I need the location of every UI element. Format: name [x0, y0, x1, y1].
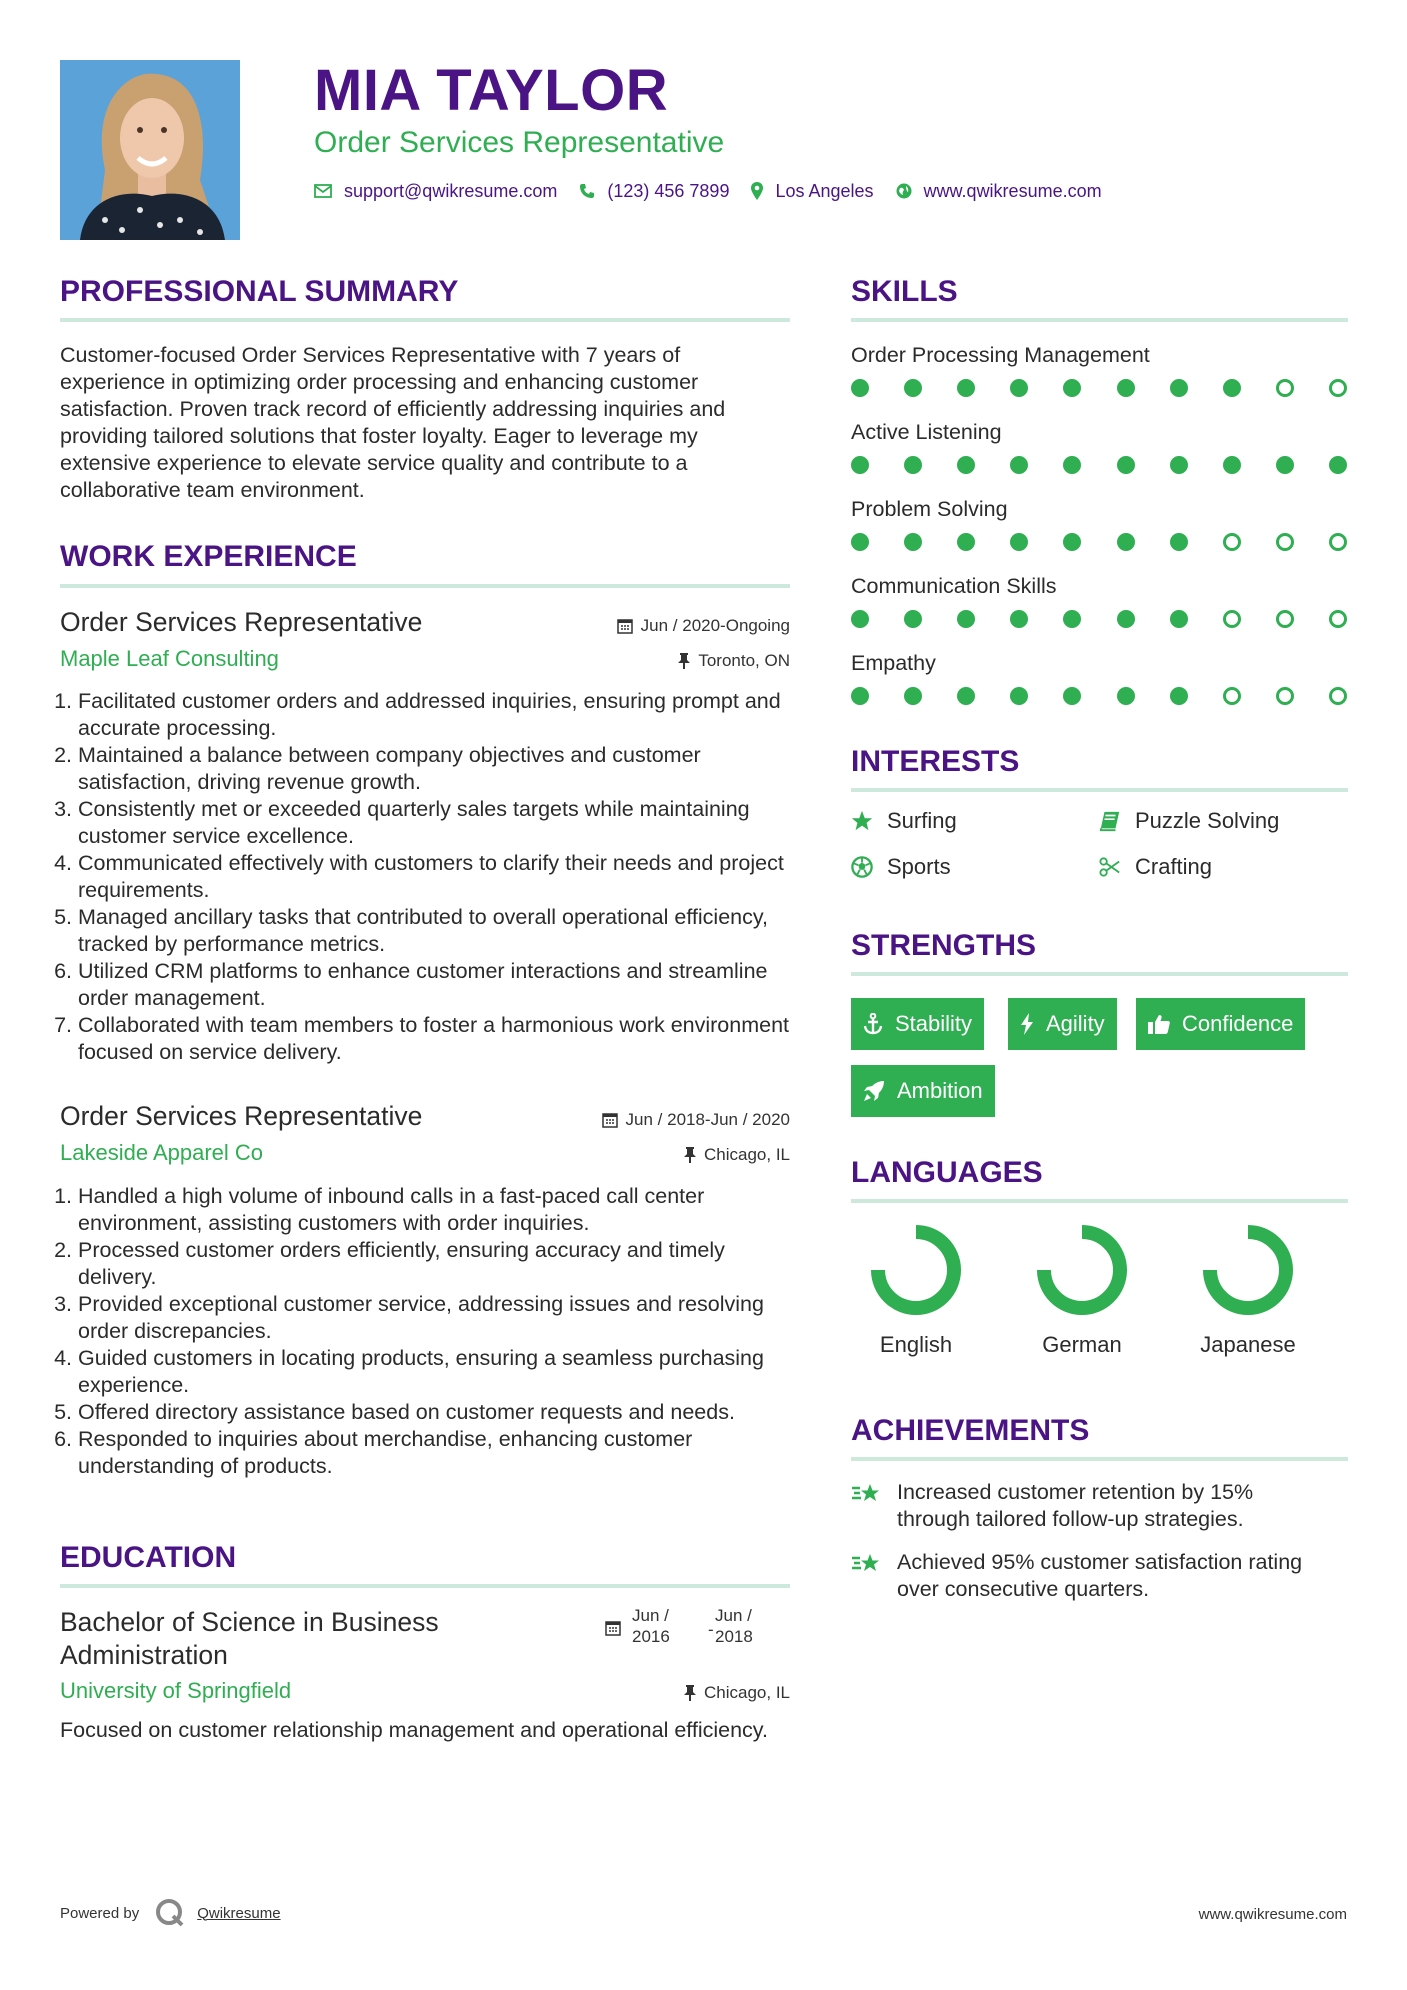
- strengths-heading: STRENGTHS: [851, 929, 1037, 962]
- contact-email[interactable]: [314, 181, 557, 202]
- rating-dot-empty: [1223, 610, 1241, 628]
- school-location: [684, 1683, 790, 1703]
- scissors-icon: [1099, 856, 1121, 878]
- job-date-text: Jun / 2020-Ongoing: [640, 616, 790, 635]
- school-location-text: Chicago, IL: [704, 1683, 790, 1702]
- bolt-icon: [1020, 1013, 1034, 1035]
- language-name: English: [879, 1332, 953, 1357]
- rating-dot-filled: [1170, 533, 1188, 551]
- rating-dot-filled: [957, 456, 975, 474]
- phone-icon: [579, 183, 595, 199]
- start-date-year: 2016: [632, 1627, 670, 1646]
- soccer-ball-icon: [851, 856, 873, 878]
- list-item: 5. Managed ancillary tasks that contributed to overall operational efficiency, tracked by performance metrics.: [78, 904, 808, 958]
- end-date-month: Jun /: [715, 1606, 752, 1625]
- rating-dot-empty: [1329, 610, 1347, 628]
- language-name: German: [1042, 1332, 1122, 1357]
- list-item: 1. Handled a high volume of inbound calls in a fast-paced call center environment, assisting customers with order inquiries.: [78, 1183, 808, 1237]
- list-item: 2. Processed customer orders efficiently, ensuring accuracy and timely delivery.: [78, 1237, 808, 1291]
- list-item: 2. Maintained a balance between company objectives and customer satisfaction, driving revenue growth.: [78, 742, 808, 796]
- rating-dot-filled: [1063, 533, 1081, 551]
- skill-item: [851, 496, 1348, 551]
- profile-photo: [60, 60, 240, 240]
- language-item: [1183, 1222, 1313, 1358]
- language-level-arc: [1044, 1232, 1120, 1308]
- list-item: 7. Collaborated with team members to foster a harmonious work environment focused on service delivery.: [78, 1012, 808, 1066]
- strength-confidence: [1136, 998, 1305, 1050]
- rating-dot-filled: [1329, 456, 1347, 474]
- rating-dot-filled: [1063, 379, 1081, 397]
- strength-label: Confidence: [1182, 1011, 1294, 1036]
- job-title: Order Services Representative: [60, 607, 423, 637]
- rating-dot-filled: [1117, 456, 1135, 474]
- rocket-icon: [863, 1080, 885, 1102]
- list-item: 3. Consistently met or exceeded quarterly sales targets while maintaining customer service excellence.: [78, 796, 808, 850]
- job-date: [617, 616, 790, 636]
- job-location: [684, 1145, 790, 1165]
- list-item: 4. Communicated effectively with customers to clarify their needs and project requirements.: [78, 850, 808, 904]
- rating-dot-filled: [1063, 610, 1081, 628]
- start-date-month: Jun /: [632, 1606, 669, 1625]
- achievement-text: [897, 1479, 1253, 1533]
- rating-dot-filled: [904, 687, 922, 705]
- contact-bar: [314, 176, 1124, 206]
- skill-rating: [851, 456, 1347, 474]
- summary-text: Customer-focused Order Services Representative with 7 years of experience in optimizing order processing and enhancing customer satisfaction. Proven track record of efficiently addressing inquiries and providing tailored solutions that foster loyalty. Eager to leverage my extensive experience to elevate service quality and contribute to a collaborative team environment.: [60, 343, 726, 502]
- job-bullets: [60, 688, 808, 1066]
- rating-dot-filled: [851, 687, 869, 705]
- trophy-star-icon: [851, 1551, 883, 1579]
- achievement-item: [851, 1549, 1348, 1603]
- skill-rating: [851, 687, 1347, 705]
- date-separator: -: [708, 1620, 714, 1639]
- interest-label: Puzzle Solving: [1135, 808, 1280, 833]
- experience-heading: WORK EXPERIENCE: [60, 540, 357, 573]
- interest-label: Crafting: [1135, 854, 1213, 879]
- thumbs-up-icon: [1148, 1014, 1170, 1034]
- job-date-text: Jun / 2018-Jun / 2020: [625, 1110, 790, 1129]
- job-bullets: [60, 1183, 808, 1480]
- skill-rating: [851, 379, 1347, 397]
- education-divider: [60, 1584, 790, 1588]
- list-item: 5. Offered directory assistance based on customer requests and needs.: [78, 1399, 808, 1426]
- skill-name: Empathy: [851, 651, 936, 675]
- languages-list: [851, 1222, 1348, 1372]
- skill-item: [851, 573, 1348, 628]
- rating-dot-filled: [957, 687, 975, 705]
- degree-title-cont: Administration: [60, 1640, 228, 1670]
- rating-dot-filled: [904, 610, 922, 628]
- rating-dot-filled: [1010, 533, 1028, 551]
- school-name: University of Springfield: [60, 1678, 292, 1703]
- anchor-icon: [863, 1013, 883, 1035]
- rating-dot-filled: [1170, 379, 1188, 397]
- skill-rating: [851, 533, 1347, 551]
- rating-dot-empty: [1329, 379, 1347, 397]
- location-text: Los Angeles: [775, 180, 874, 201]
- list-item: 6. Utilized CRM platforms to enhance customer interactions and streamline order management.: [78, 958, 808, 1012]
- rating-dot-filled: [1117, 379, 1135, 397]
- education-description: Focused on customer relationship management and operational efficiency.: [60, 1718, 768, 1742]
- interests-divider: [851, 788, 1348, 792]
- interest-sports: [851, 854, 951, 880]
- contact-phone[interactable]: [579, 181, 729, 202]
- skill-name: Communication Skills: [851, 574, 1057, 598]
- rating-dot-filled: [851, 533, 869, 551]
- pushpin-icon: [684, 1147, 696, 1163]
- strength-label: Stability: [895, 1011, 973, 1036]
- strength-label: Agility: [1046, 1011, 1105, 1036]
- strength-ambition: [851, 1065, 995, 1117]
- company-name: Maple Leaf Consulting: [60, 646, 279, 671]
- envelope-icon: [314, 184, 332, 198]
- book-icon: [1099, 810, 1121, 832]
- rating-dot-filled: [1063, 456, 1081, 474]
- skill-name: Order Processing Management: [851, 343, 1150, 367]
- list-item: 1. Facilitated customer orders and addressed inquiries, ensuring prompt and accurate processing.: [78, 688, 808, 742]
- calendar-icon: [602, 1112, 618, 1128]
- rating-dot-filled: [1117, 533, 1135, 551]
- job-location: [678, 651, 790, 671]
- rating-dot-empty: [1329, 533, 1347, 551]
- skills-divider: [851, 318, 1348, 322]
- job-title: Order Services Representative: [60, 1101, 423, 1131]
- rating-dot-filled: [957, 610, 975, 628]
- summary-heading: PROFESSIONAL SUMMARY: [60, 275, 459, 308]
- rating-dot-filled: [1170, 687, 1188, 705]
- rating-dot-filled: [904, 456, 922, 474]
- education-dates: [605, 1606, 795, 1652]
- rating-dot-empty: [1276, 687, 1294, 705]
- achievement-text: [897, 1549, 1302, 1603]
- strength-agility: [1008, 998, 1117, 1050]
- star-icon: [851, 810, 873, 832]
- rating-dot-filled: [1170, 610, 1188, 628]
- job-date: [602, 1110, 790, 1130]
- contact-website[interactable]: [896, 181, 1102, 202]
- language-item: [1017, 1222, 1147, 1358]
- candidate-title: Order Services Representative: [314, 126, 725, 159]
- globe-icon: [896, 183, 912, 199]
- skills-list: [851, 342, 1348, 705]
- rating-dot-filled: [1223, 379, 1241, 397]
- language-level-ring: [868, 1222, 964, 1318]
- skill-item: [851, 342, 1348, 397]
- rating-dot-filled: [1010, 456, 1028, 474]
- contact-location: [751, 181, 873, 202]
- rating-dot-filled: [851, 456, 869, 474]
- rating-dot-filled: [1010, 379, 1028, 397]
- language-name: Japanese: [1200, 1332, 1296, 1357]
- website-text: www.qwikresume.com: [923, 180, 1102, 201]
- summary-divider: [60, 318, 790, 322]
- email-text: support@qwikresume.com: [344, 180, 558, 201]
- language-level-ring: [1034, 1222, 1130, 1318]
- achievements-divider: [851, 1457, 1348, 1461]
- strength-label: Ambition: [897, 1078, 983, 1103]
- job-location-text: Toronto, ON: [698, 651, 790, 670]
- rating-dot-filled: [851, 610, 869, 628]
- achievement-line: over consecutive quarters.: [897, 1577, 1150, 1601]
- interest-label: Surfing: [887, 808, 957, 833]
- rating-dot-filled: [1117, 687, 1135, 705]
- language-item: [851, 1222, 981, 1358]
- experience-divider: [60, 584, 790, 588]
- rating-dot-empty: [1276, 379, 1294, 397]
- achievements-heading: ACHIEVEMENTS: [851, 1414, 1090, 1447]
- calendar-icon: [605, 1620, 621, 1636]
- skills-heading: SKILLS: [851, 275, 958, 308]
- rating-dot-empty: [1223, 687, 1241, 705]
- phone-text: (123) 456 7899: [607, 180, 730, 201]
- skill-item: [851, 419, 1348, 474]
- pushpin-icon: [684, 1685, 696, 1701]
- interest-surfing: [851, 808, 957, 834]
- end-date-year: 2018: [715, 1627, 753, 1646]
- brand-link[interactable]: Qwikresume: [197, 1904, 281, 1922]
- rating-dot-filled: [957, 533, 975, 551]
- rating-dot-filled: [1063, 687, 1081, 705]
- powered-by-text: Powered by: [60, 1904, 140, 1922]
- rating-dot-empty: [1329, 687, 1347, 705]
- language-level-arc: [878, 1232, 954, 1308]
- footer-website[interactable]: www.qwikresume.com: [1198, 1906, 1347, 1923]
- list-item: 3. Provided exceptional customer service, addressing issues and resolving order discrepancies.: [78, 1291, 808, 1345]
- language-level-arc: [1210, 1232, 1286, 1308]
- job-location-text: Chicago, IL: [704, 1145, 790, 1164]
- rating-dot-filled: [1170, 456, 1188, 474]
- qwikresume-logo-icon: [155, 1898, 185, 1928]
- list-item: 4. Guided customers in locating products, ensuring a seamless purchasing experience.: [78, 1345, 808, 1399]
- languages-heading: LANGUAGES: [851, 1156, 1043, 1189]
- skill-item: [851, 650, 1348, 705]
- rating-dot-filled: [1223, 456, 1241, 474]
- rating-dot-filled: [904, 533, 922, 551]
- trophy-star-icon: [851, 1481, 883, 1509]
- strengths-divider: [851, 972, 1348, 976]
- education-heading: EDUCATION: [60, 1541, 237, 1574]
- interest-puzzle-solving: [1099, 808, 1279, 834]
- map-pin-icon: [751, 182, 763, 200]
- calendar-icon: [617, 618, 633, 634]
- skill-name: Problem Solving: [851, 497, 1008, 521]
- rating-dot-empty: [1276, 610, 1294, 628]
- strength-stability: [851, 998, 984, 1050]
- achievement-line: through tailored follow-up strategies.: [897, 1507, 1244, 1531]
- achievement-line: Achieved 95% customer satisfaction rating: [897, 1550, 1303, 1574]
- company-name: Lakeside Apparel Co: [60, 1140, 264, 1165]
- skill-name: Active Listening: [851, 420, 1002, 444]
- languages-divider: [851, 1199, 1348, 1203]
- rating-dot-filled: [1010, 610, 1028, 628]
- rating-dot-filled: [1117, 610, 1135, 628]
- pushpin-icon: [678, 653, 690, 669]
- rating-dot-filled: [957, 379, 975, 397]
- rating-dot-filled: [1276, 456, 1294, 474]
- interests-heading: INTERESTS: [851, 745, 1020, 778]
- rating-dot-filled: [851, 379, 869, 397]
- rating-dot-empty: [1276, 533, 1294, 551]
- footer-powered-by: [60, 1898, 281, 1928]
- rating-dot-empty: [1223, 533, 1241, 551]
- language-level-ring: [1200, 1222, 1296, 1318]
- interest-label: Sports: [887, 854, 951, 879]
- rating-dot-filled: [1010, 687, 1028, 705]
- skill-rating: [851, 610, 1347, 628]
- achievement-line: Increased customer retention by 15%: [897, 1480, 1254, 1504]
- candidate-name: MIA TAYLOR: [314, 58, 669, 123]
- interest-crafting: [1099, 854, 1212, 880]
- achievement-item: [851, 1479, 1348, 1533]
- rating-dot-filled: [904, 379, 922, 397]
- degree-title: Bachelor of Science in Business: [60, 1607, 439, 1637]
- list-item: 6. Responded to inquiries about merchandise, enhancing customer understanding of products.: [78, 1426, 808, 1480]
